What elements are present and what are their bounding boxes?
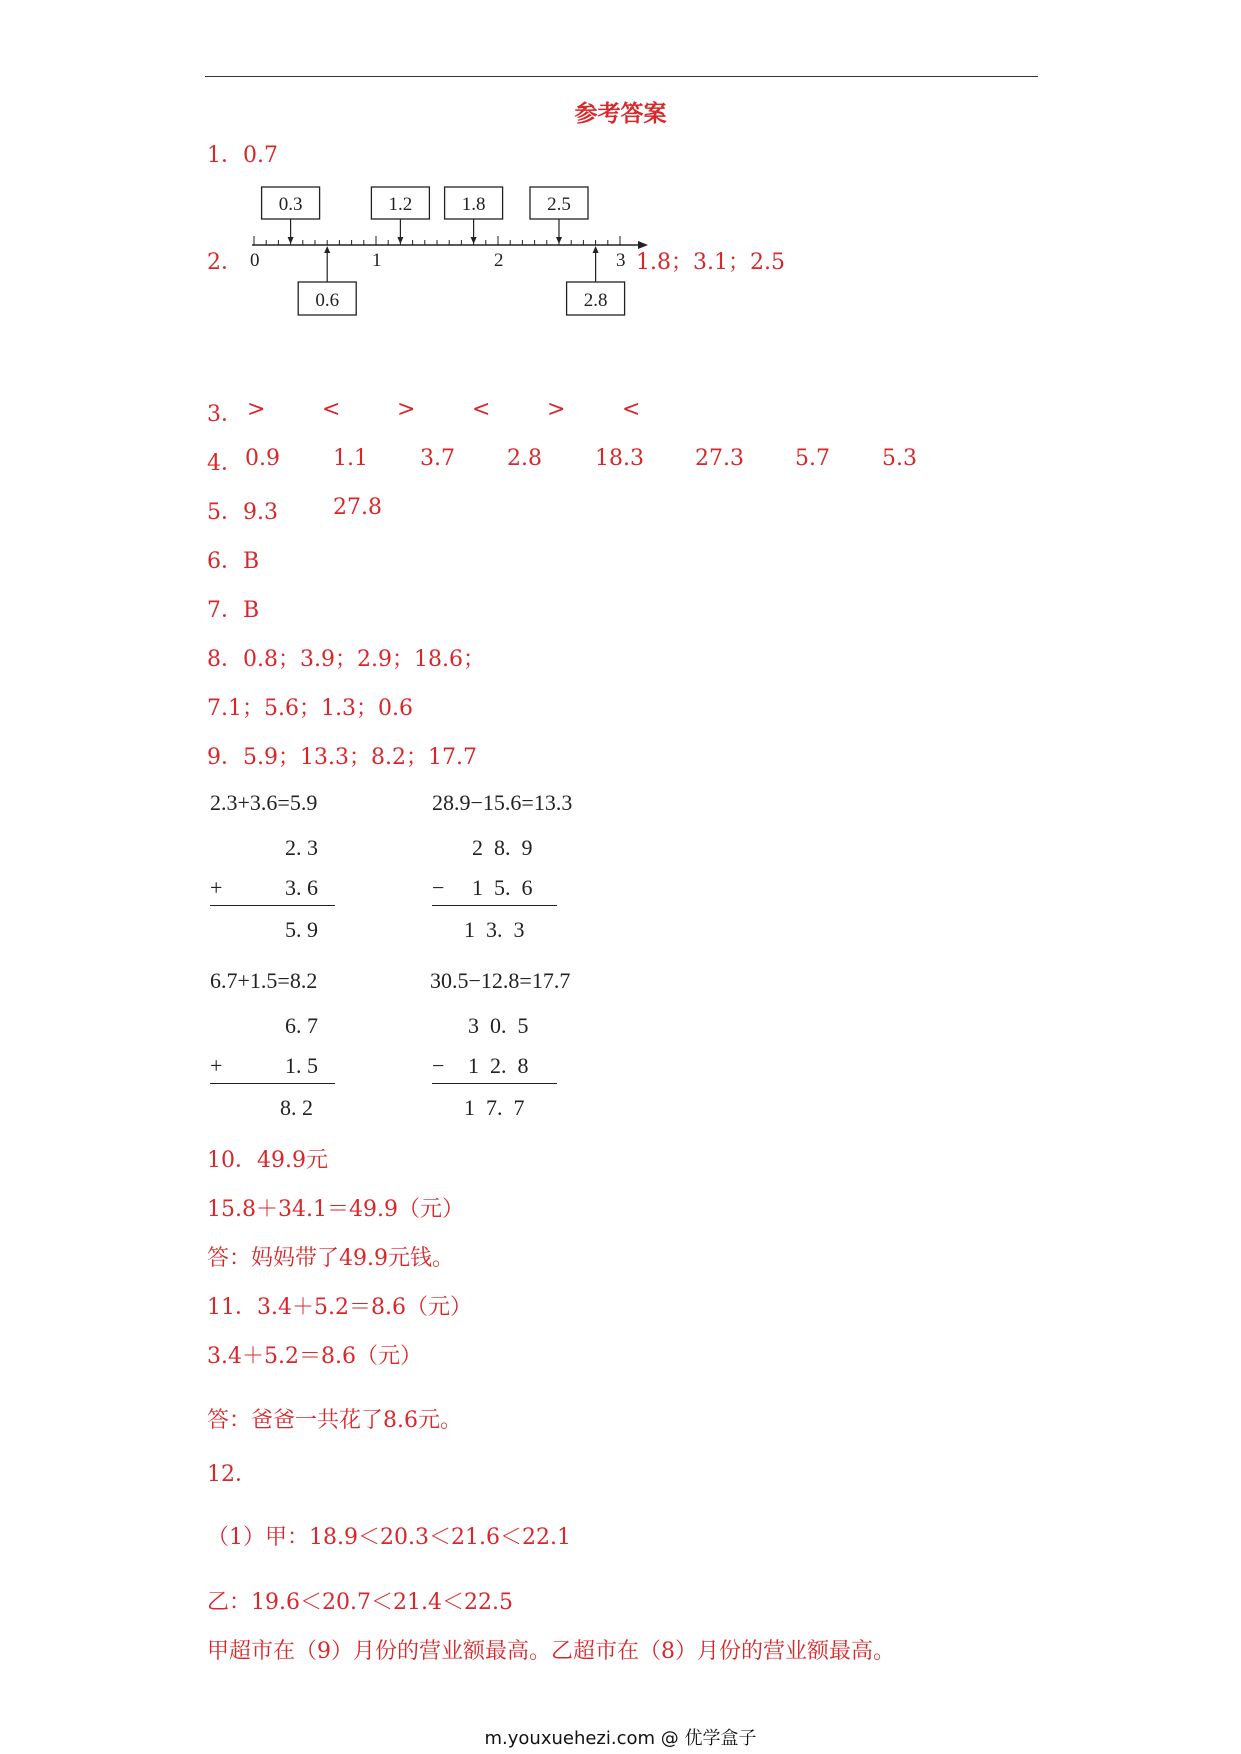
answer-12-part-1: （1）甲：18.9＜20.3＜21.6＜22.1 <box>207 1525 571 1550</box>
answer-11-statement: 答：爸爸一共花了8.6元。 <box>207 1408 462 1433</box>
answer-9: 9．5.9；13.3；8.2；17.7 <box>207 745 477 770</box>
answer-3-signs <box>0 397 700 427</box>
label-0.6: 0.6 <box>315 290 340 311</box>
calc-4-result: 1 7. 7 <box>464 1095 525 1120</box>
label-0.3: 0.3 <box>278 194 303 215</box>
page-title: 参考答案 <box>574 101 667 127</box>
answer-10-statement: 答：妈妈带了49.9元钱。 <box>207 1246 454 1271</box>
calc-3-top: 6. 7 <box>285 1013 318 1038</box>
calc-3-result: 8. 2 <box>280 1095 313 1120</box>
calc-3-vertical <box>210 1013 360 1123</box>
answer-2-values: 1.8；3.1；2.5 <box>636 250 785 275</box>
answer-5-b: 27.8 <box>333 495 382 520</box>
calc-3-equation: 6.7+1.5=8.2 <box>210 968 318 993</box>
tick-label-0: 0 <box>250 250 260 271</box>
answer-12-part-2: 乙：19.6＜20.7＜21.4＜22.5 <box>207 1590 513 1615</box>
value-4: 2.8 <box>507 446 542 471</box>
number-line-diagram <box>240 185 660 325</box>
pointer-head-1.8 <box>471 237 477 244</box>
answer-1: 1．0.7 <box>207 143 278 168</box>
answer-7: 7．B <box>207 598 260 623</box>
answer-12-part-3: 甲超市在（9）月份的营业额最高。乙超市在（8）月份的营业额最高。 <box>207 1639 895 1664</box>
label-1.8: 1.8 <box>461 194 486 215</box>
pointer-head-0.3 <box>288 237 294 244</box>
answer-3-number: 3． <box>207 402 243 427</box>
sign-4: < <box>472 397 491 422</box>
calc-2-vertical <box>432 835 582 945</box>
answer-8-line-1: 8．0.8；3.9；2.9；18.6； <box>207 647 485 672</box>
calc-1-operator: + <box>210 875 223 900</box>
calc-4-top: 3 0. 5 <box>468 1013 529 1038</box>
answer-10: 10．49.9元 <box>207 1148 328 1173</box>
answer-10-calc: 15.8＋34.1＝49.9（元） <box>207 1197 464 1222</box>
calc-1-vertical <box>210 835 360 945</box>
answer-2-number: 2． <box>207 250 243 275</box>
value-7: 5.7 <box>795 446 830 471</box>
sign-1: > <box>247 397 266 422</box>
sign-2: < <box>322 397 341 422</box>
value-2: 1.1 <box>333 446 368 471</box>
sign-6: < <box>622 397 641 422</box>
pointer-head-2.5 <box>556 237 562 244</box>
calc-4-equation: 30.5−12.8=17.7 <box>430 968 571 993</box>
sign-3: > <box>397 397 416 422</box>
calc-1-rule <box>210 905 335 906</box>
tick-label-3: 3 <box>616 250 626 271</box>
calc-3-bottom: 1. 5 <box>285 1053 318 1078</box>
label-2.8: 2.8 <box>583 290 608 311</box>
calc-4-bottom: 1 2. 8 <box>468 1053 529 1078</box>
calc-3-operator: + <box>210 1053 223 1078</box>
answer-11-calc: 3.4＋5.2＝8.6（元） <box>207 1344 422 1369</box>
calc-4-operator: − <box>432 1053 445 1078</box>
value-1: 0.9 <box>245 446 280 471</box>
calc-4-rule <box>432 1083 557 1084</box>
answer-5: 5．9.3 <box>207 500 278 525</box>
calc-4-vertical <box>432 1013 582 1123</box>
calc-1-result: 5. 9 <box>285 917 318 942</box>
top-rule <box>205 76 1038 77</box>
value-6: 27.3 <box>695 446 744 471</box>
answer-6: 6．B <box>207 549 260 574</box>
tick-label-1: 1 <box>372 250 382 271</box>
pointer-head-2.8 <box>593 246 599 253</box>
pointer-head-1.2 <box>397 237 403 244</box>
sign-5: > <box>547 397 566 422</box>
calc-2-bottom: 1 5. 6 <box>472 875 533 900</box>
calc-1-top: 2. 3 <box>285 835 318 860</box>
answer-4-number: 4． <box>207 451 243 476</box>
calc-2-equation: 28.9−15.6=13.3 <box>432 790 573 815</box>
footer-watermark: m.youxuehezi.com @ 优学盒子 <box>484 1728 757 1749</box>
value-5: 18.3 <box>595 446 644 471</box>
calc-3-rule <box>210 1083 335 1084</box>
pointer-head-0.6 <box>324 246 330 253</box>
answer-8-line-2: 7.1；5.6；1.3；0.6 <box>207 696 413 721</box>
answer-11: 11．3.4＋5.2＝8.6（元） <box>207 1295 472 1320</box>
calc-1-bottom: 3. 6 <box>285 875 318 900</box>
value-8: 5.3 <box>882 446 917 471</box>
calc-1-equation: 2.3+3.6=5.9 <box>210 790 318 815</box>
answer-4-values <box>0 446 950 476</box>
label-1.2: 1.2 <box>388 194 413 215</box>
calc-2-rule <box>432 905 557 906</box>
calc-2-result: 1 3. 3 <box>464 917 525 942</box>
tick-label-2: 2 <box>494 250 504 271</box>
value-3: 3.7 <box>420 446 455 471</box>
calc-2-top: 2 8. 9 <box>472 835 533 860</box>
calc-2-operator: − <box>432 875 445 900</box>
label-2.5: 2.5 <box>547 194 571 215</box>
answer-12: 12． <box>207 1462 257 1487</box>
